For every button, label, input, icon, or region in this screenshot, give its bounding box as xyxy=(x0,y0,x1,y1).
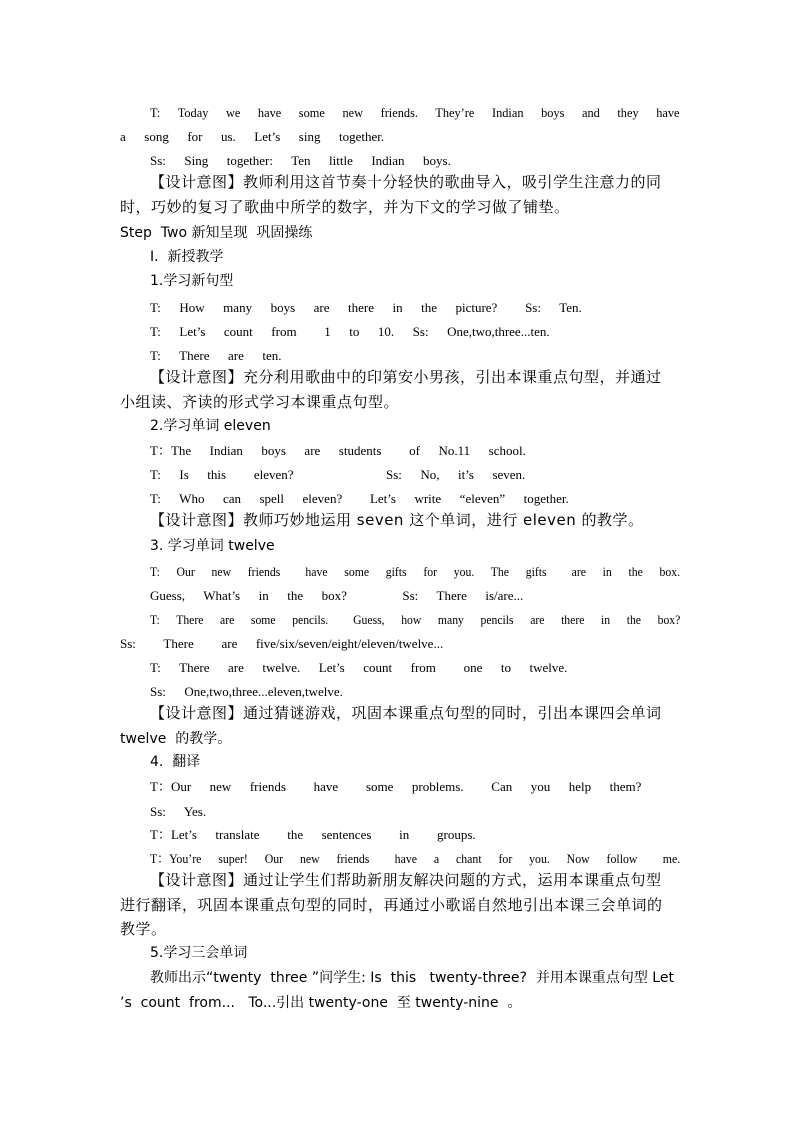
subsection-heading: 2.学习单词 eleven xyxy=(150,418,271,434)
dialogue-line: T: Who can spell eleven? Let’s write “eleven” together. xyxy=(150,491,569,506)
design-intent-paragraph: twelve 的教学。 xyxy=(120,731,232,747)
subsection-heading: 1.学习新句型 xyxy=(150,273,234,289)
dialogue-line: T: There are some pencils. Guess, how many pencils are there in the box? xyxy=(150,612,681,627)
design-intent-paragraph: 【设计意图】通过让学生们帮助新朋友解决问题的方式，运用本课重点句型 xyxy=(150,871,662,889)
design-intent-paragraph: 【设计意图】教师利用这首节奏十分轻快的歌曲导入，吸引学生注意力的同 xyxy=(150,173,662,191)
subsection-heading: 4. 翻译 xyxy=(150,754,201,770)
dialogue-line: T: There are twelve. Let’s count from one to twelve. xyxy=(150,660,568,675)
dialogue-line: T: There are ten. xyxy=(150,348,282,363)
section-heading: I. 新授教学 xyxy=(150,249,224,265)
dialogue-line: Ss: Sing together: Ten little Indian boys. xyxy=(150,153,451,168)
body-paragraph: ’s count from... To...引出 twenty-one 至 twenty-nine 。 xyxy=(120,995,522,1011)
design-intent-paragraph: 教学。 xyxy=(120,920,167,938)
dialogue-line: T：Let’s translate the sentences in groups. xyxy=(150,827,476,842)
design-intent-paragraph: 小组读、齐读的形式学习本课重点句型。 xyxy=(120,393,400,411)
subsection-heading: 3. 学习单词 twelve xyxy=(150,538,275,554)
dialogue-line: T：Our new friends have some problems. Can you help them? xyxy=(150,779,642,794)
design-intent-paragraph: 【设计意图】充分利用歌曲中的印第安小男孩，引出本课重点句型，并通过 xyxy=(150,368,662,386)
dialogue-line: T：The Indian boys are students of No.11 school. xyxy=(150,443,526,458)
subsection-heading: 5.学习三会单词 xyxy=(150,945,248,961)
design-intent-paragraph: 进行翻译，巩固本课重点句型的同时，再通过小歌谣自然地引出本课三会单词的 xyxy=(120,896,663,914)
design-intent-paragraph: 时，巧妙的复习了歌曲中所学的数字，并为下文的学习做了铺垫。 xyxy=(120,198,570,216)
dialogue-line: Guess, What’s in the box? Ss: There is/are... xyxy=(150,588,524,603)
dialogue-line: T: Our new friends have some gifts for you. The gifts are in the box. xyxy=(150,564,681,579)
dialogue-line: T: Today we have some new friends. They’re Indian boys and they have xyxy=(150,105,680,120)
dialogue-line: T：You’re super! Our new friends have a chant for you. Now follow me. xyxy=(150,851,681,866)
dialogue-line: a song for us. Let’s sing together. xyxy=(120,129,385,144)
dialogue-line: T: Let’s count from 1 to 10. Ss: One,two,three...ten. xyxy=(150,324,550,339)
dialogue-line: Ss: Yes. xyxy=(150,804,207,819)
step-heading: Step Two 新知呈现 巩固操练 xyxy=(120,225,313,241)
dialogue-line: T: Is this eleven? Ss: No, it’s seven. xyxy=(150,467,526,482)
dialogue-line: Ss: One,two,three...eleven,twelve. xyxy=(150,684,343,699)
design-intent-paragraph: 【设计意图】通过猜谜游戏，巩固本课重点句型的同时，引出本课四会单词 xyxy=(150,704,662,722)
design-intent-paragraph: 【设计意图】教师巧妙地运用 seven 这个单词，进行 eleven 的教学。 xyxy=(150,511,644,529)
dialogue-line: Ss: There are five/six/seven/eight/eleven/twelve... xyxy=(120,636,444,651)
dialogue-line: T: How many boys are there in the picture? Ss: Ten. xyxy=(150,300,582,315)
body-paragraph: 教师出示“twenty three ”问学生: Is this twenty-three? 并用本课重点句型 Let xyxy=(150,970,674,986)
